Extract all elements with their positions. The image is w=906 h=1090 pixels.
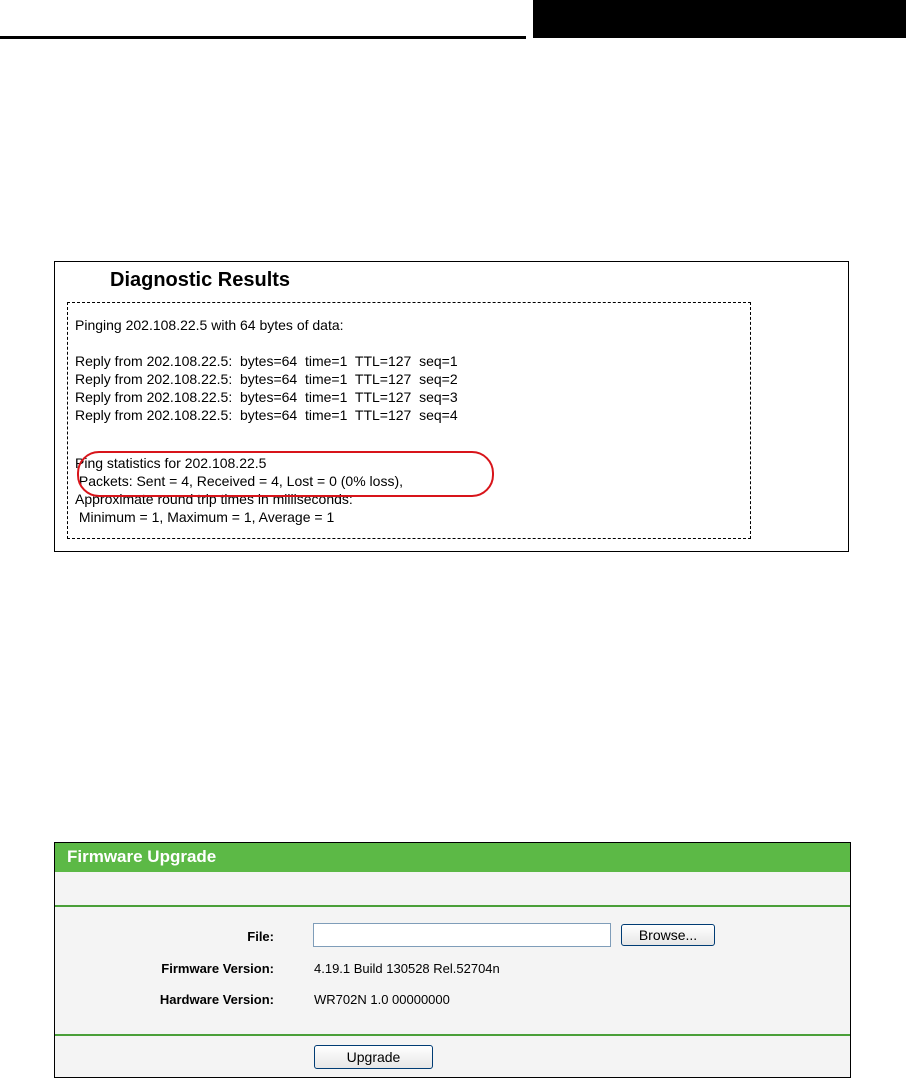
diagnostic-line: Reply from 202.108.22.5: bytes=64 time=1 TTL=127 seq=2 (75, 371, 458, 387)
diagnostic-line: Minimum = 1, Maximum = 1, Average = 1 (75, 509, 335, 525)
diagnostic-line: Reply from 202.108.22.5: bytes=64 time=1 TTL=127 seq=3 (75, 389, 458, 405)
firmware-header (55, 843, 850, 872)
diagnostic-line: Pinging 202.108.22.5 with 64 bytes of data: (75, 317, 344, 333)
divider (55, 905, 850, 907)
firmware-version-value: 4.19.1 Build 130528 Rel.52704n (314, 961, 500, 976)
diagnostic-results-panel (54, 261, 849, 552)
diagnostic-line: Approximate round trip times in milliseconds: (75, 491, 353, 507)
diagnostic-line: Reply from 202.108.22.5: bytes=64 time=1 TTL=127 seq=4 (75, 407, 458, 423)
header-black-bar (533, 0, 906, 38)
browse-button[interactable]: Browse... (621, 924, 715, 946)
firmware-upgrade-panel (54, 842, 851, 1078)
divider (55, 1034, 850, 1036)
diagnostic-output-box (67, 302, 751, 539)
file-label: File: (247, 929, 274, 944)
hardware-version-value: WR702N 1.0 00000000 (314, 992, 450, 1007)
diagnostic-title: Diagnostic Results (110, 269, 291, 291)
file-input[interactable] (313, 923, 611, 947)
header-rule (0, 36, 526, 39)
diagnostic-line: Ping statistics for 202.108.22.5 (75, 455, 267, 471)
highlight-oval (77, 451, 494, 497)
hardware-version-label: Hardware Version: (159, 992, 274, 1007)
diagnostic-line: Packets: Sent = 4, Received = 4, Lost = 0 (0% loss), (75, 473, 404, 489)
diagnostic-line: Reply from 202.108.22.5: bytes=64 time=1 TTL=127 seq=1 (75, 353, 458, 369)
firmware-version-label: Firmware Version: (161, 961, 274, 976)
upgrade-button[interactable]: Upgrade (314, 1045, 433, 1069)
firmware-title: Firmware Upgrade (67, 847, 217, 866)
